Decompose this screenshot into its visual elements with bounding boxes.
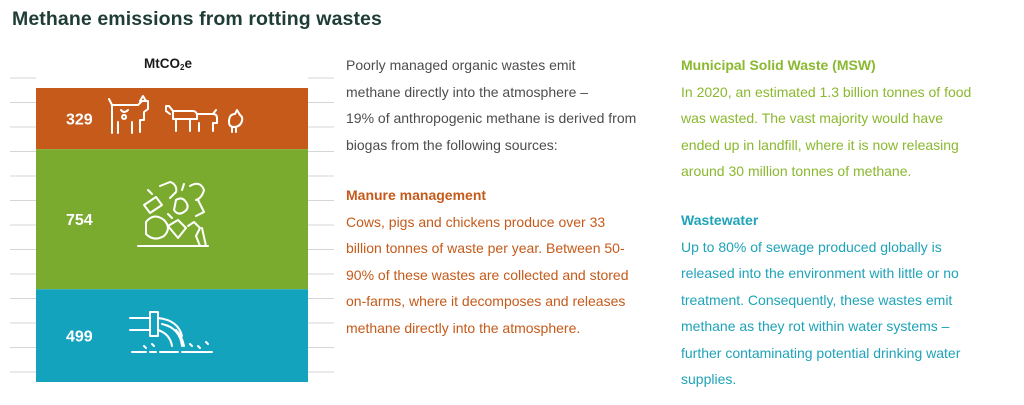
- msw-line: around 30 million tonnes of methane.: [681, 163, 912, 179]
- intro-line: biogas from the following sources:: [346, 136, 558, 153]
- manure-line: Cows, pigs and chickens produce over 33: [346, 213, 606, 230]
- wastewater-line: Up to 80% of sewage produced globally is: [681, 238, 942, 255]
- page-title: Methane emissions from rotting wastes: [12, 8, 382, 30]
- wastewater-heading: Wastewater: [681, 212, 759, 228]
- manure-line: methane directly into the atmosphere.: [346, 319, 581, 336]
- msw-heading: Municipal Solid Waste (MSW): [681, 57, 876, 73]
- wastewater-line: methane as they rot within water systems –: [681, 318, 950, 334]
- unit-base: MtCO: [144, 56, 181, 71]
- wastewater-line: supplies.: [681, 371, 737, 387]
- stacked-bar-chart: [0, 0, 340, 405]
- msw-section: [681, 52, 1011, 185]
- msw-line: ended up in landfill, where it is now releasing: [681, 136, 959, 153]
- wastewater-section: [681, 207, 1011, 393]
- manure-line: on-farms, where it decomposes and releases: [346, 293, 626, 309]
- manure-line: 90% of these wastes are collected and stored: [346, 266, 629, 283]
- unit-suffix: e: [184, 56, 192, 71]
- manure-line: billion tonnes of waste per year. Between 50-: [346, 240, 625, 256]
- bar-value-label: 329: [66, 111, 93, 129]
- wastewater-line: further contaminating potential drinking water: [681, 344, 961, 361]
- bar-value-label: 499: [66, 328, 93, 346]
- msw-line: In 2020, an estimated 1.3 billion tonnes of food: [681, 83, 972, 100]
- manure-section: [346, 182, 671, 341]
- intro-line: methane directly into the atmosphere –: [346, 83, 589, 100]
- unit-subscript: 2: [180, 63, 185, 72]
- wastewater-line: released into the environment with little or no: [681, 265, 959, 281]
- manure-heading: Manure management: [346, 187, 487, 203]
- bar-value-label: 754: [66, 212, 93, 230]
- msw-line: was wasted. The vast majority would have: [681, 110, 943, 126]
- intro-line: Poorly managed organic wastes emit: [346, 57, 576, 73]
- intro-text: [346, 52, 671, 158]
- intro-line: 19% of anthropogenic methane is derived from: [346, 110, 637, 126]
- wastewater-line: treatment. Consequently, these wastes emit: [681, 291, 953, 308]
